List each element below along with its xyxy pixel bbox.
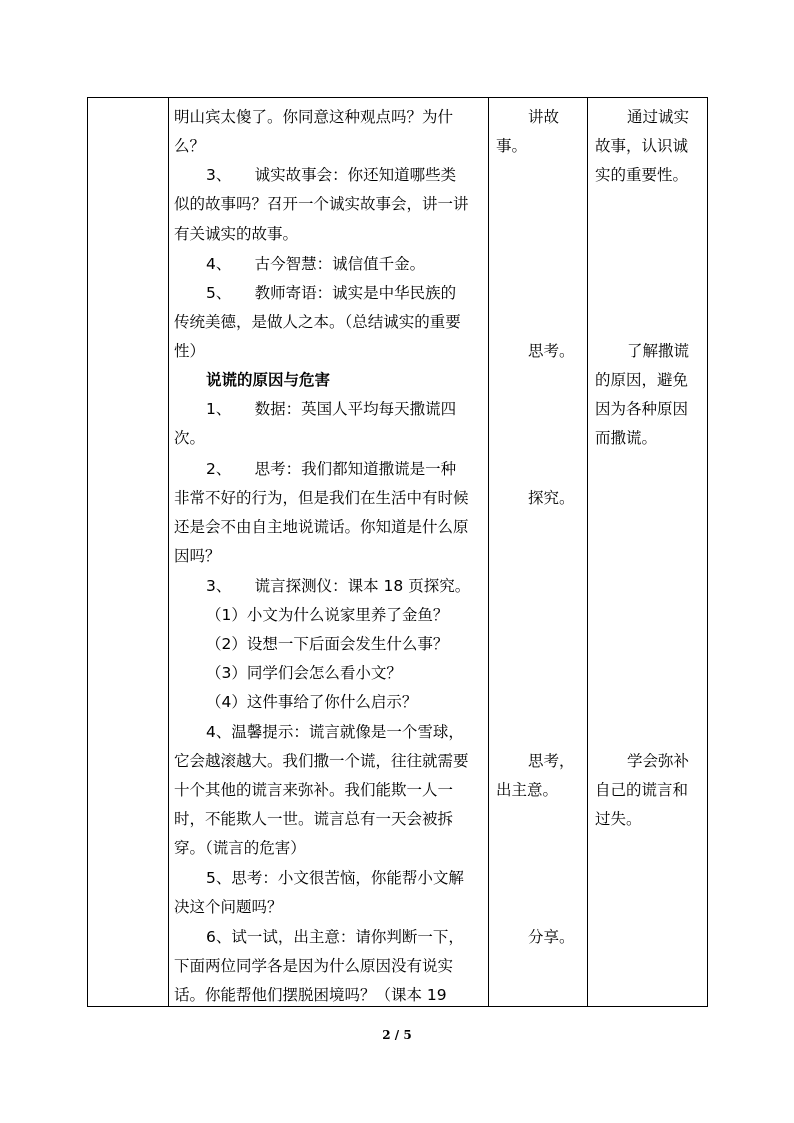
table-border-bottom (87, 1006, 708, 1007)
design-intent-line: 自己的谎言和 (595, 781, 689, 799)
table-divider-3 (587, 97, 588, 1007)
content-line: 6、试一试，出主意：请你判断一下， (206, 928, 464, 946)
design-intent-line: 实的重要性。 (595, 166, 689, 184)
student-activity-line: 探究。 (528, 489, 575, 507)
content-line: 时，不能欺人一世。谎言总有一天会被拆 (174, 810, 454, 828)
student-activity-line: 思考， (528, 752, 575, 770)
design-intent-line: 因为各种原因 (595, 400, 689, 418)
content-line: 似的故事吗？召开一个诚实故事会，讲一讲 (174, 195, 469, 213)
student-activity-line: 出主意。 (496, 781, 559, 799)
content-line: 5、 教师寄语：诚实是中华民族的 (206, 284, 457, 302)
content-line: 还是会不由自主地说谎话。你知道是什么原 (174, 518, 469, 536)
content-line: 么？ (174, 137, 206, 155)
page-number: 2 / 5 (382, 1028, 412, 1042)
design-intent-line: 故事，认识诚 (595, 137, 689, 155)
design-intent-line: 学会弥补 (627, 752, 690, 770)
content-line: 话。你能帮他们摆脱困境吗？（课本 19 (174, 986, 447, 1004)
content-line: 穿。（谎言的危害） (174, 839, 306, 857)
design-intent-line: 而撒谎。 (595, 429, 658, 447)
content-line: 传统美德，是做人之本。（总结诚实的重要 (174, 313, 461, 331)
design-intent-line: 过失。 (595, 810, 642, 828)
table-divider-2 (488, 97, 489, 1007)
content-line: 3、 谎言探测仪：课本 18 页探究。 (206, 577, 471, 595)
content-line: 非常不好的行为，但是我们在生活中有时候 (174, 489, 469, 507)
table-divider-1 (168, 97, 169, 1007)
content-line: 2、 思考：我们都知道撒谎是一种 (206, 460, 457, 478)
content-line: 4、温馨提示：谎言就像是一个雪球， (206, 723, 464, 741)
table-border-top (87, 97, 708, 98)
table-border-right (707, 97, 708, 1007)
design-intent-line: 了解撒谎 (627, 342, 690, 360)
student-activity-line: 思考。 (528, 342, 575, 360)
content-line: 性） (174, 342, 206, 360)
content-line: 十个其他的谎言来弥补。我们能欺一人一 (174, 781, 454, 799)
content-line: 明山宾太傻了。你同意这种观点吗？为什 (174, 108, 454, 126)
content-line: （1）小文为什么说家里养了金鱼？ (206, 606, 449, 624)
section-heading: 说谎的原因与危害 (206, 371, 331, 389)
content-line: 有关诚实的故事。 (174, 225, 299, 243)
content-line: 次。 (174, 429, 206, 447)
content-line: 3、 诚实故事会：你还知道哪些类 (206, 166, 457, 184)
student-activity-line: 讲故 (528, 108, 560, 126)
content-line: 4、 古今智慧：诚信值千金。 (206, 255, 426, 273)
content-line: （2）设想一下后面会发生什么事？ (206, 635, 449, 653)
design-intent-line: 通过诚实 (627, 108, 690, 126)
content-line: （3）同学们会怎么看小文？ (206, 664, 402, 682)
design-intent-line: 的原因，避免 (595, 371, 689, 389)
content-line: 1、 数据：英国人平均每天撒谎四 (206, 400, 457, 418)
content-line: 5、思考：小文很苦恼，你能帮小文解 (206, 869, 464, 887)
student-activity-line: 事。 (496, 137, 528, 155)
content-line: 它会越滚越大。我们撒一个谎，往往就需要 (174, 752, 469, 770)
content-line: （4）这件事给了你什么启示？ (206, 693, 418, 711)
content-line: 下面两位同学各是因为什么原因没有说实 (174, 957, 454, 975)
table-border-left (87, 97, 88, 1007)
student-activity-line: 分享。 (528, 928, 575, 946)
content-line: 决这个问题吗？ (174, 898, 283, 916)
content-line: 因吗？ (174, 547, 221, 565)
